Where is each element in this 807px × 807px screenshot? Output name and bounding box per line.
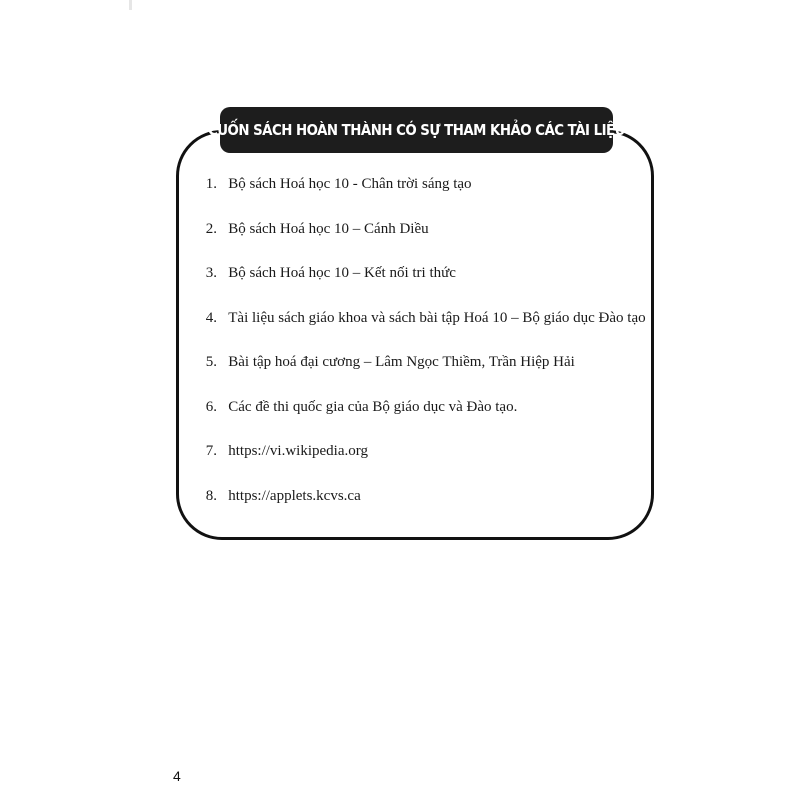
list-item bbox=[192, 176, 652, 221]
title-banner bbox=[208, 107, 625, 153]
list-item-number: 8. bbox=[205, 487, 217, 504]
top-edge-mark bbox=[129, 0, 132, 10]
list-item bbox=[192, 354, 652, 399]
list-item bbox=[192, 310, 652, 355]
list-item-text: Tài liệu sách giáo khoa và sách bài tập Hoá 10 – Bộ giáo dục Đào tạo bbox=[228, 309, 646, 326]
list-item-number: 3. bbox=[205, 265, 217, 281]
list-item-number: 6. bbox=[205, 398, 217, 415]
page-title: CUỐN SÁCH HOÀN THÀNH CÓ SỰ THAM KHẢO CÁC TÀI LIỆU bbox=[208, 121, 625, 139]
list-item-number: 5. bbox=[205, 354, 217, 370]
list-item bbox=[192, 221, 652, 266]
list-item bbox=[192, 399, 652, 444]
list-item-number: 1. bbox=[205, 176, 217, 192]
list-item-text: Bài tập hoá đại cương – Lâm Ngọc Thiềm, Trần Hiệp Hải bbox=[228, 354, 575, 370]
list-item-text: Bộ sách Hoá học 10 - Chân trời sáng tạo bbox=[228, 176, 472, 192]
list-item bbox=[192, 488, 652, 533]
list-item-number: 2. bbox=[205, 220, 217, 237]
list-item bbox=[192, 443, 652, 488]
list-item-number: 4. bbox=[205, 309, 217, 326]
list-item bbox=[192, 265, 652, 310]
page-number: 4 bbox=[173, 768, 181, 784]
list-item-number: 7. bbox=[205, 443, 217, 459]
list-item-text: Các đề thi quốc gia của Bộ giáo dục và Đào tạo. bbox=[228, 398, 518, 415]
reference-link[interactable]: https://vi.wikipedia.org bbox=[228, 443, 368, 459]
list-item-text: Bộ sách Hoá học 10 – Kết nối tri thức bbox=[228, 265, 456, 281]
reference-link[interactable]: https://applets.kcvs.ca bbox=[228, 487, 361, 504]
list-item-text: Bộ sách Hoá học 10 – Cánh Diều bbox=[228, 220, 429, 237]
reference-list bbox=[192, 176, 652, 532]
